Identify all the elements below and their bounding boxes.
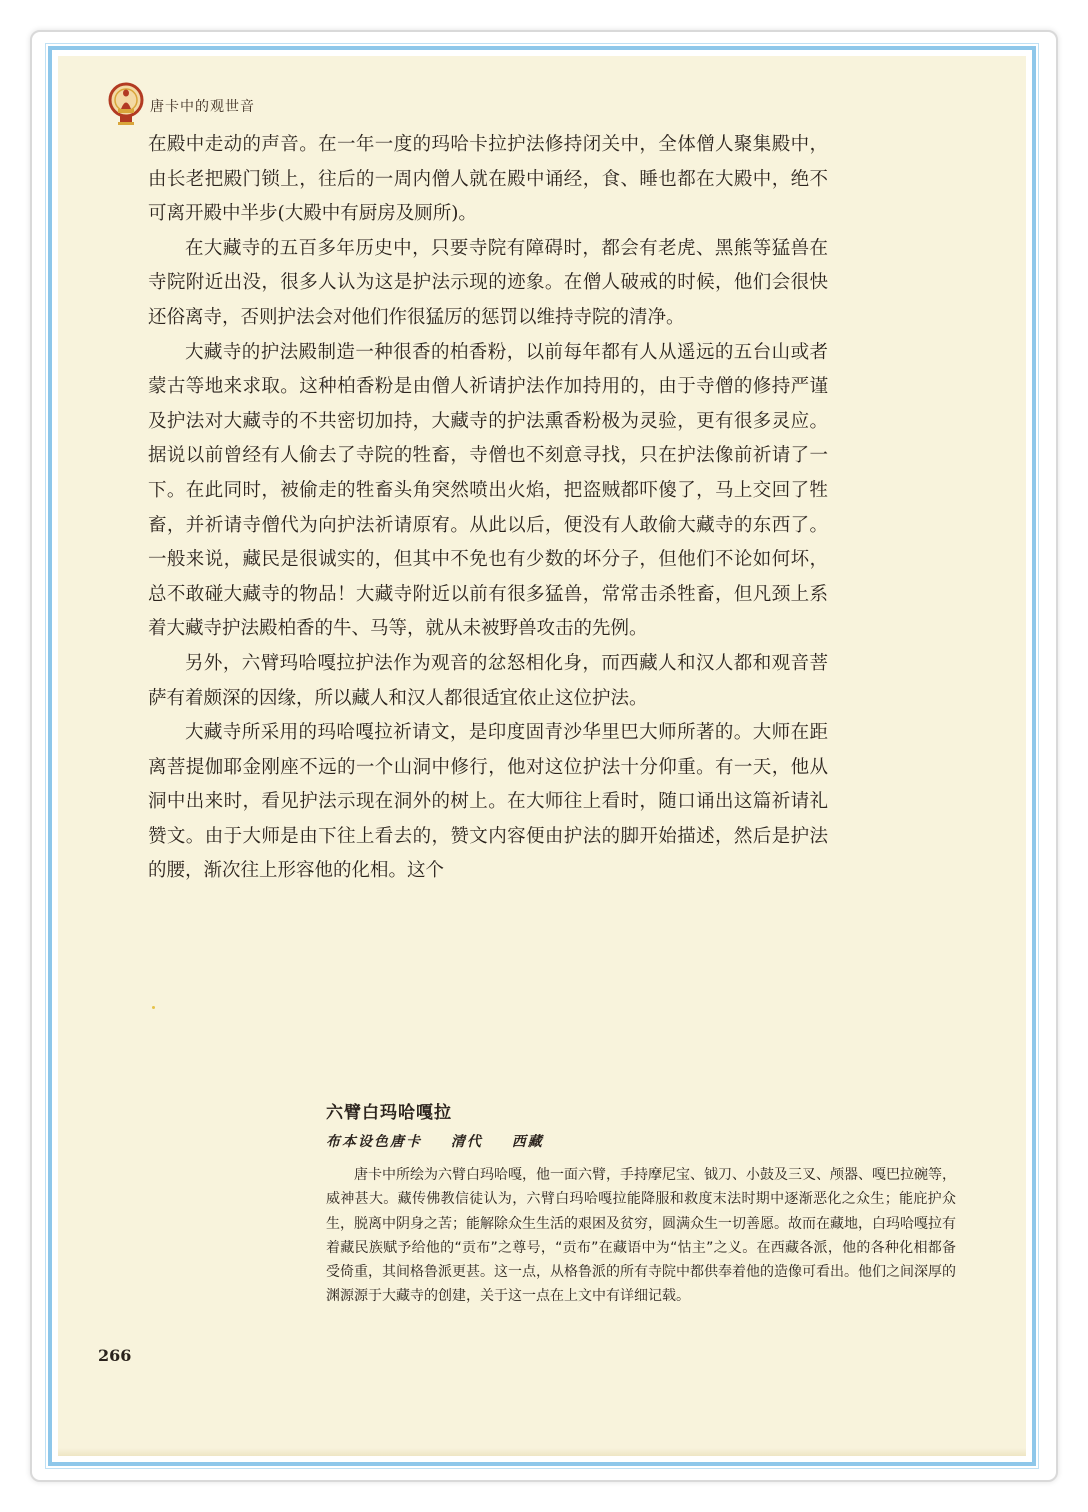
body-paragraph: 在殿中走动的声音。在一年一度的玛哈卡拉护法修持闭关中，全体僧人聚集殿中，由长老把殿门锁上，往后的一周内僧人就在殿中诵经，食、睡也都在大殿中，绝不可离开殿中半步(大殿中有厨房及厕所)。 bbox=[148, 134, 828, 225]
running-header-title: 唐卡中的观世音 bbox=[150, 99, 255, 115]
body-text bbox=[148, 128, 828, 889]
page-number: 266 bbox=[98, 1346, 132, 1365]
paper-edge bbox=[58, 1448, 1026, 1456]
book-page bbox=[58, 56, 1026, 1456]
caption-period: 清代 bbox=[450, 1134, 483, 1150]
caption-place: 西藏 bbox=[511, 1134, 544, 1150]
caption-text: 唐卡中所绘为六臂白玛哈嘎，他一面六臂，手持摩尼宝、钺刀、小鼓及三叉、颅器、嘎巴拉碗等，威神甚大。藏传佛教信徒认为，六臂白玛哈嘎拉能降服和救度末法时期中逐渐恶化之众生；能庇护众生，脱离中阴身之苦；能解除众生生活的艰困及贫穷，圆满众生一切善愿。故而在藏地，白玛哈嘎拉有着藏民族赋予给他的“贡布”之尊号，“贡布”在藏语中为“怙主”之义。在西藏各派，他的各种化相都备受倚重，其间格鲁派更甚。这一点，从格鲁派的所有寺院中都供奉着他的造像可看出。他们之间深厚的渊源源于大藏寺的创建，关于这一点在上文中有详细记载。 bbox=[326, 1167, 956, 1305]
caption-metadata bbox=[326, 1131, 956, 1151]
buddha-medallion-icon bbox=[108, 82, 144, 126]
body-paragraph: 另外，六臂玛哈嘎拉护法作为观音的忿怒相化身，而西藏人和汉人都和观音菩萨有着颇深的因缘，所以藏人和汉人都很适宜依止这位护法。 bbox=[148, 652, 828, 709]
caption-medium: 布本设色唐卡 bbox=[326, 1134, 422, 1150]
body-paragraph: 在大藏寺的五百多年历史中，只要寺院有障碍时，都会有老虎、黑熊等猛兽在寺院附近出没，很多人认为这是护法示现的迹象。在僧人破戒的时候，他们会很快还俗离寺，否则护法会对他们作很猛厉的惩罚以维持寺院的清净。 bbox=[148, 237, 828, 328]
caption-title: 六臂白玛哈嘎拉 bbox=[326, 1103, 452, 1123]
running-header bbox=[108, 82, 255, 126]
body-paragraph: 大藏寺的护法殿制造一种很香的柏香粉，以前每年都有人从遥远的五台山或者蒙古等地来求取。这种柏香粉是由僧人祈请护法作加持用的，由于寺僧的修持严谨及护法对大藏寺的不共密切加持，大藏寺的护法熏香粉极为灵验，更有很多灵应。据说以前曾经有人偷去了寺院的牲畜，寺僧也不刻意寻找，只在护法像前祈请了一下。在此同时，被偷走的牲畜头角突然喷出火焰，把盗贼都吓傻了，马上交回了牲畜，并祈请寺僧代为向护法祈请原宥。从此以后，便没有人敢偷大藏寺的东西了。一般来说，藏民是很诚实的，但其中不免也有少数的坏分子，但他们不论如何坏，总不敢碰大藏寺的物品！大藏寺附近以前有很多猛兽，常常击杀牲畜，但凡颈上系着大藏寺护法殿柏香的牛、马等，就从未被野兽攻击的先例。 bbox=[148, 341, 828, 640]
figure-caption bbox=[326, 1098, 956, 1309]
body-paragraph: 大藏寺所采用的玛哈嘎拉祈请文，是印度固青沙华里巴大师所著的。大师在距离菩提伽耶金刚座不远的一个山洞中修行，他对这位护法十分仰重。有一天，他从洞中出来时，看见护法示现在洞外的树上。在大师往上看时，随口诵出这篇祈请礼赞文。由于大师是由下往上看去的，赞文内容便由护法的脚开始描述，然后是护法的腰，渐次往上形容他的化相。这个 bbox=[148, 722, 828, 882]
paper-speck bbox=[152, 1006, 155, 1009]
